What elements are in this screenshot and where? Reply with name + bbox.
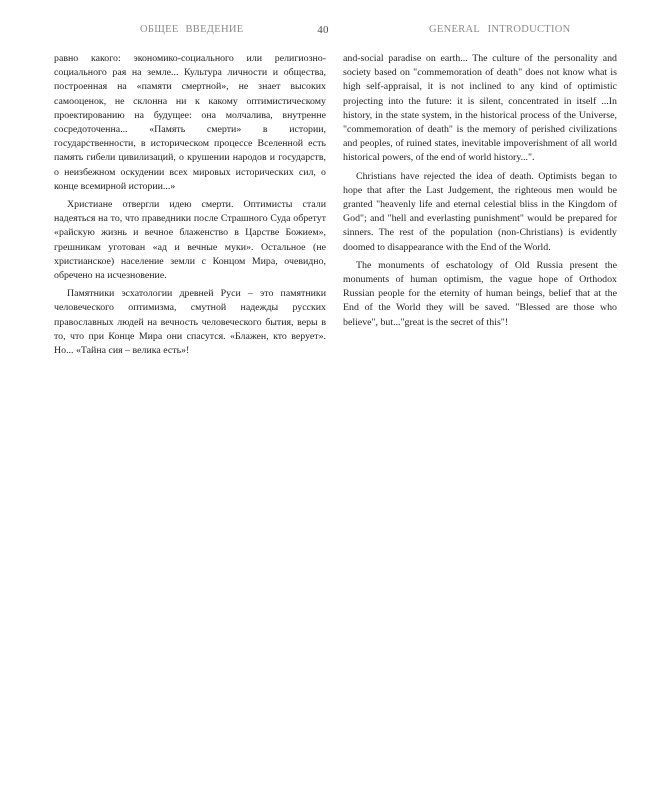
running-title-left: ОБЩЕЕ ВВЕДЕНИЕ xyxy=(140,24,244,35)
paragraph: Christians have rejected the idea of death. Optimists began to hope that after the Last Judgement, the righteous men would be granted "heavenly life and eternal celestial bliss in the Kingdom of God"; and "hell and everlasting punishment" would be prepared for sinners. The rest of the population (non-Christians) is evidently doomed to disappearance with the End of the World. xyxy=(343,170,617,253)
paragraph: Памятники эсхатологии древней Руси – это памятники человеческого оптимизма, смутной надежды русских православных людей на вечность человеческого бытия, веры в то, что при Конце Мира они спасутся. «Блажен, кто верует». Но... «Тайна сия – велика есть»! xyxy=(54,288,326,357)
paragraph: The monuments of eschatology of Old Russia present the monuments of human optimism, the vague hope of Orthodox Russian people for the eternity of human beings, belief that at the End of the World they will be saved. "Blessed are those who believe", but..."great is the secret of this"! xyxy=(343,259,617,328)
paragraph: равно какого: экономико-социального или религиозно-социального рая на земле... Культура личности и общества, построенная на «памяти смертной», не знает высоких самооценок, не склонна ни к какому оптимистическому проектированию на будущее: она молчалива, внутренне сосредоточенна... «Память смерти» в истории, государственности, в историческом процессе Вселенной есть память гибели цивилизаций, о крушении народов и государств, о неизбежном оскудении всех мировых исторических сил, о конце всемирной истории...» xyxy=(54,53,326,192)
paragraph: and-social paradise on earth... The culture of the personality and society based on "commemoration of death" does not know what is high self-appraisal, it is not inclined to any kind of optimistic projecting into the future: it is silent, concentrated in itself ...In history, in the state system, in the historical process of the Universe, "commemoration of death" is the memory of perished civilizations and peoples, of ruined states, inevitable impoverishment of all world historical powers, of the end of world history...". xyxy=(343,53,617,164)
running-title-right: GENERAL INTRODUCTION xyxy=(429,24,571,35)
page-header xyxy=(0,24,646,40)
english-text-column xyxy=(343,52,617,334)
paragraph: Христиане отвергли идею смерти. Оптимисты стали надеяться на то, что праведники после Страшного Суда обретут «райскую жизнь и вечное блаженство в Царстве Божием», грешникам уготован «ад и вечные муки». Остальное (не христианское) население земли с Концом Мира, очевидно, обречено на исчезновение. xyxy=(54,199,326,282)
page-number: 40 xyxy=(317,24,329,36)
russian-text-column xyxy=(54,52,326,362)
